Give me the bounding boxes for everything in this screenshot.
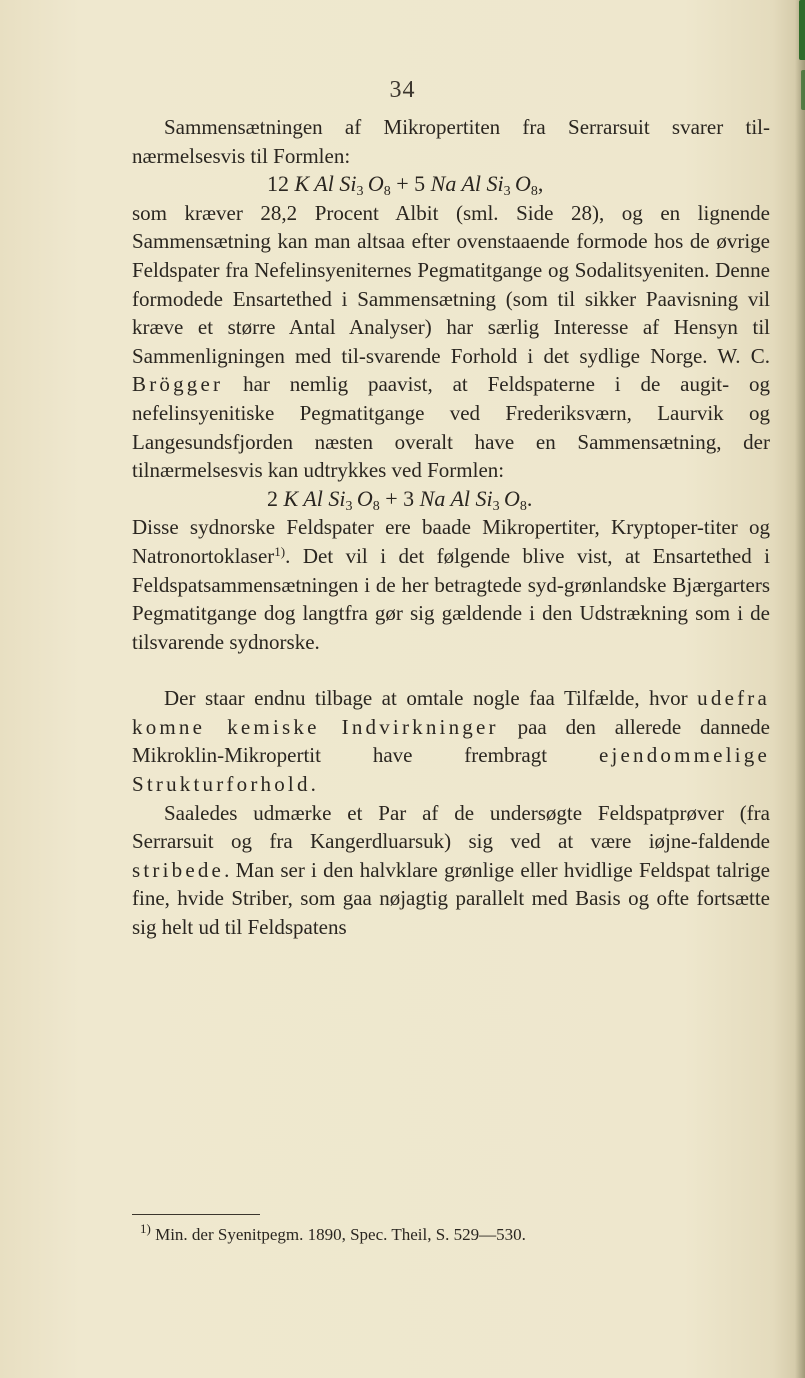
paragraph-2-text-2: . Det vil i det følgende blive vist, at Ensartethed i Feldspatsammensætningen i de her betragtede syd-grønlandske Bjærgarters Pegmatitgange dog langtfra gør sig gældende i den Udstrækning som i de tilsvarende sydnorske. [132, 543, 770, 654]
paragraph-1-body-text: som kræver 28,2 Procent Albit (sml. Side 28), og en lignende Sammensætning kan man altsaa efter ovenstaaende formode hos de øvrige Feldspater fra Nefelinsyeniternes Pegmatitgange og Sodalitsyeniten. Denne formodede Ensartethed i Sammensætning (som til sikker Paavisning vil kræve et større Antal Analyser) har særlig Interesse af Hensyn til Sammenligningen med til-svarende Forhold i det sydlige Norge. W. C. [132, 200, 770, 368]
paragraph-1-intro-text: Sammensætningen af Mikropertiten fra Serrarsuit svarer til-nærmelsesvis til Formlen: [132, 115, 770, 168]
page-number: 34 [389, 77, 416, 103]
formula-2-part2b: O [504, 485, 520, 511]
formula-1-sub1a: 3 [356, 184, 364, 200]
footnote [140, 1221, 760, 1246]
formula-2-end: . [526, 485, 533, 511]
formula-1-end: , [537, 171, 544, 197]
formula-1-sub2b: 8 [530, 184, 538, 200]
formula-2-plus: + [385, 485, 398, 511]
footnote-rule [132, 1214, 260, 1215]
paragraph-3-text: Der staar endnu tilbage at omtale nogle faa Tilfælde, hvor [164, 686, 688, 711]
paragraph-2-text: Disse sydnorske Feldspater ere baade Mikropertiter, Kryptoper-titer og Natronortoklaser [132, 515, 770, 568]
formula-2-part2: Na Al Si [419, 485, 493, 511]
paragraph-3-text-2: paa den allerede dannede Mikroklin-Mikropertit have frembragt [132, 714, 771, 768]
body-text [132, 113, 770, 942]
footnote-mark: 1) [140, 1221, 151, 1236]
footnote-text: Min. der Syenitpegm. 1890, Spec. Theil, S. 529—530. [155, 1225, 526, 1244]
formula-2-sub1a: 3 [345, 498, 353, 514]
formula-2-part1: K Al Si [283, 485, 346, 511]
formula-1-part1b: O [367, 171, 384, 197]
formula-1-sub1b: 8 [383, 184, 391, 200]
formula-1-part1: K Al Si [294, 171, 357, 197]
paragraph-1-intro [132, 113, 770, 170]
formula-2-part1b: O [356, 485, 373, 511]
paragraph-4-emphasis: stribede [132, 857, 225, 882]
paragraph-4 [132, 799, 770, 942]
paragraph-gap [132, 656, 770, 684]
formula-2-coef1: 2 [267, 485, 278, 511]
paragraph-1-body-text-2: har nemlig paavist, at Feldspaterne i de augit- og nefelinsyenitiske Pegmatitgange ved Frederiksværn, Laurvik og Langesundsfjorden næsten overalt have en Sammensætning, der tilnærmelsesvis kan udtrykkes ved Formlen: [132, 372, 770, 483]
paragraph-3-end: . [310, 772, 316, 797]
formula-2-sub2a: 3 [492, 498, 500, 514]
formula-2-coef2: 3 [403, 485, 415, 511]
formula-1-coef2: 5 [414, 171, 426, 197]
paragraph-3-emphasis-2: ejendommelige Strukturforhold [132, 743, 770, 797]
paragraph-4-text: Saaledes udmærke et Par af de undersøgte Feldspatprøver (fra Serrarsuit og fra Kangerdluarsuk) sig ved at være iøjne-faldende [132, 800, 770, 854]
page-edge-shadow [795, 0, 805, 1378]
author-name: Brögger [132, 372, 224, 397]
formula-1 [132, 170, 770, 199]
formula-1-part2: Na Al Si [430, 171, 504, 197]
formula-1-coef1: 12 [267, 171, 289, 197]
formula-1-part2b: O [515, 171, 531, 197]
paragraph-4-text-2: . Man ser i den halvklare grønlige eller hvidlige Feldspat talrige fine, hvide Striber, som gaa nøjagtig parallelt med Basis og ofte fortsætte sig helt ud til Feldspatens [132, 857, 770, 940]
formula-2 [132, 485, 770, 514]
page-edge-mark [799, 0, 805, 60]
footnote-reference: 1) [274, 543, 286, 559]
paragraph-1-body [132, 199, 770, 485]
formula-1-sub2a: 3 [503, 184, 511, 200]
formula-2-sub2b: 8 [519, 498, 527, 514]
formula-1-plus: + [396, 171, 409, 197]
paragraph-3 [132, 684, 770, 798]
paragraph-3-emphasis-1: udefra komne kemiske Indvirkninger [132, 686, 770, 739]
formula-2-sub1b: 8 [372, 498, 380, 514]
paragraph-2 [132, 513, 770, 656]
